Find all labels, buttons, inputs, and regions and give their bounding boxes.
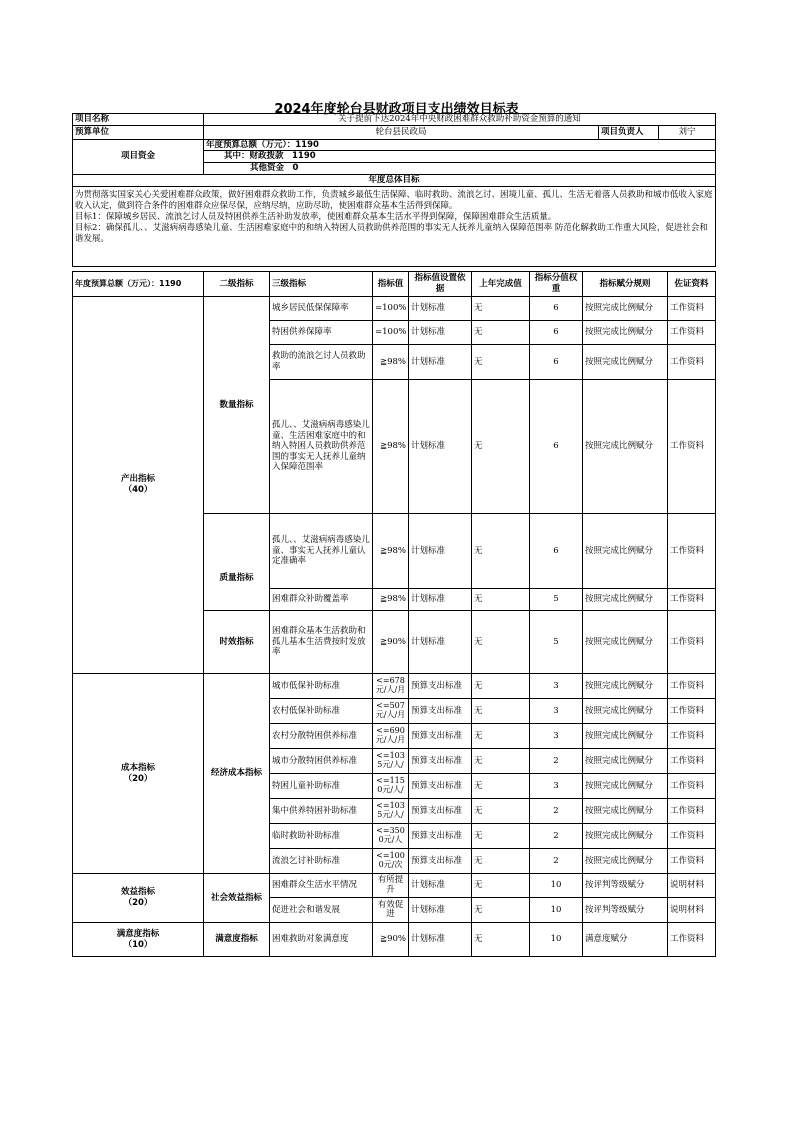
level2-social-benefit: 社会效益指标 — [204, 874, 270, 923]
indicator-basis: 计划标准 — [409, 589, 472, 611]
indicator-prev: 无 — [472, 297, 530, 321]
indicators-table — [72, 271, 716, 957]
indicator-rule: 按照完成比例赋分 — [583, 674, 668, 699]
indicator-name: 城市低保补助标准 — [270, 674, 373, 699]
indicator-prev: 无 — [472, 589, 530, 611]
indicator-basis: 预算支出标准 — [409, 674, 472, 699]
indicator-weight: 6 — [530, 345, 583, 380]
indicator-basis: 预算支出标准 — [409, 849, 472, 874]
indicator-name: 城市分散特困供养标准 — [270, 749, 373, 774]
indicator-weight: 3 — [530, 724, 583, 749]
indicator-prev: 无 — [472, 898, 530, 923]
indicator-prev: 无 — [472, 923, 530, 957]
indicator-prev: 无 — [472, 749, 530, 774]
fiscal-allocation: 其中：财政拨款 1190 — [204, 151, 716, 163]
indicator-evidence: 工作资料 — [668, 699, 716, 724]
level2-quality: 质量指标 — [204, 514, 270, 611]
leader-label: 项目负责人 — [599, 126, 659, 139]
indicator-value: ≧90% — [373, 923, 409, 957]
indicator-weight: 6 — [530, 321, 583, 345]
indicator-evidence: 工作资料 — [668, 923, 716, 957]
level1-output-score: （40） — [123, 485, 153, 495]
goal-1: 目标1：保障城乡居民、流浪乞讨人员及特困供养生活补助发放率，使困难群众基本生活水平得到保障，保障困难群众生活质量。 — [75, 211, 557, 222]
indicator-name: 孤儿、、艾滋病病毒感染儿童、事实无人抚养儿童认定准确率 — [270, 514, 373, 589]
indicator-basis: 计划标准 — [409, 321, 472, 345]
indicator-evidence: 工作资料 — [668, 297, 716, 321]
indicator-evidence: 工作资料 — [668, 799, 716, 824]
indicator-weight: 2 — [530, 799, 583, 824]
indicator-value: <=507元/人/月 — [373, 699, 409, 724]
level2-quantity: 数量指标 — [204, 297, 270, 514]
indicator-name: 困难群众基本生活救助和孤儿基本生活费按时发放率 — [270, 611, 373, 674]
indicator-evidence: 工作资料 — [668, 380, 716, 514]
table-row — [73, 674, 716, 699]
indicator-rule: 按照完成比例赋分 — [583, 799, 668, 824]
indicator-evidence: 说明材料 — [668, 874, 716, 898]
indicator-prev: 无 — [472, 824, 530, 849]
indicator-prev: 无 — [472, 799, 530, 824]
indicator-weight: 3 — [530, 774, 583, 799]
level1-cost-label: 成本指标 — [120, 762, 155, 773]
indicator-name: 集中供养特困补助标准 — [270, 799, 373, 824]
indicator-prev: 无 — [472, 699, 530, 724]
indicator-name: 困难救助对象满意度 — [270, 923, 373, 957]
indicator-rule: 按照完成比例赋分 — [583, 611, 668, 674]
project-funds-label: 项目资金 — [73, 139, 204, 174]
indicator-value: <=1035元/人/ — [373, 799, 409, 824]
budget-unit: 轮台县民政局 — [204, 125, 599, 139]
indicator-weight: 2 — [530, 824, 583, 849]
indicator-basis: 预算支出标准 — [409, 699, 472, 724]
indicator-evidence: 说明材料 — [668, 898, 716, 923]
total-budget: 年度预算总额（万元）：1190 — [204, 139, 716, 151]
indicator-value: 有效促进 — [373, 898, 409, 923]
indicator-prev: 无 — [472, 345, 530, 380]
indicator-basis: 预算支出标准 — [409, 774, 472, 799]
level2-satisfaction: 满意度指标 — [204, 923, 270, 957]
indicator-value: <=1150元/人/ — [373, 774, 409, 799]
indicator-weight: 10 — [530, 874, 583, 898]
indicator-basis: 预算支出标准 — [409, 799, 472, 824]
indicator-weight: 6 — [530, 297, 583, 321]
header-evidence: 佐证资料 — [668, 272, 716, 297]
level1-satisfaction-label: 满意度指标 — [116, 928, 160, 939]
leader-name: 刘宁 — [678, 126, 696, 137]
indicator-name: 促进社会和谐发展 — [270, 898, 373, 923]
indicator-value: 有所提升 — [373, 874, 409, 898]
indicator-evidence: 工作资料 — [668, 345, 716, 380]
indicator-rule: 按照完成比例赋分 — [583, 345, 668, 380]
indicator-value: <=1035元/人/ — [373, 749, 409, 774]
indicator-value: ≧98% — [373, 345, 409, 380]
indicator-rule: 按照完成比例赋分 — [583, 749, 668, 774]
indicator-value: <=1000元/次 — [373, 849, 409, 874]
indicator-evidence: 工作资料 — [668, 774, 716, 799]
indicator-prev: 无 — [472, 849, 530, 874]
indicator-weight: 10 — [530, 923, 583, 957]
level1-cost-score: （20） — [123, 773, 153, 784]
indicator-name: 特困供养保障率 — [270, 321, 373, 345]
level1-benefit — [73, 874, 204, 923]
indicator-weight: 3 — [530, 699, 583, 724]
indicator-name: 农村低保补助标准 — [270, 699, 373, 724]
indicator-rule: 按评判等级赋分 — [583, 898, 668, 923]
indicator-basis: 预算支出标准 — [409, 824, 472, 849]
indicator-value: <=690元/人/月 — [373, 724, 409, 749]
indicator-prev: 无 — [472, 611, 530, 674]
indicator-name: 城乡居民低保保障率 — [270, 297, 373, 321]
indicator-evidence: 工作资料 — [668, 849, 716, 874]
indicator-name: 救助的流浪乞讨人员救助率 — [270, 345, 373, 380]
indicator-name: 特困儿童补助标准 — [270, 774, 373, 799]
project-info-table — [72, 113, 716, 267]
indicator-weight: 6 — [530, 514, 583, 589]
goal-2: 目标2：确保孤儿、、艾滋病病毒感染儿童、生活困难家庭中的和纳入特困人员救助供养范围的事实无人抚养儿童纳入保障范围率 防范化解救助工作重大风险，促进社会和谐发展。 — [75, 223, 708, 245]
indicator-rule: 按评判等级赋分 — [583, 874, 668, 898]
indicator-name: 临时救助补助标准 — [270, 824, 373, 849]
indicator-basis: 计划标准 — [409, 923, 472, 957]
header-value: 指标值 — [373, 272, 409, 297]
indicator-value: ≧98% — [373, 380, 409, 514]
level1-output-label: 产出指标 — [120, 474, 155, 485]
goals-header: 年度总体目标 — [73, 174, 716, 186]
indicator-rule: 按照完成比例赋分 — [583, 699, 668, 724]
indicator-basis: 计划标准 — [409, 611, 472, 674]
indicator-weight: 5 — [530, 589, 583, 611]
level1-satisfaction — [73, 923, 204, 957]
indicator-rule: 按照完成比例赋分 — [583, 824, 668, 849]
indicator-rule: 按照完成比例赋分 — [583, 380, 668, 514]
indicator-value: ≧98% — [373, 589, 409, 611]
indicator-weight: 5 — [530, 611, 583, 674]
indicator-rule: 按照完成比例赋分 — [583, 321, 668, 345]
indicator-weight: 3 — [530, 674, 583, 699]
indicator-evidence: 工作资料 — [668, 674, 716, 699]
indicator-name: 困难群众生活水平情况 — [270, 874, 373, 898]
indicator-value: <=3500元/人 — [373, 824, 409, 849]
header-prev: 上年完成值 — [472, 272, 530, 297]
indicator-rule: 按照完成比例赋分 — [583, 724, 668, 749]
indicator-name: 农村分散特困供养标准 — [270, 724, 373, 749]
indicator-name: 流浪乞讨补助标准 — [270, 849, 373, 874]
indicator-evidence: 工作资料 — [668, 611, 716, 674]
project-name-label: 项目名称 — [73, 114, 204, 126]
indicator-rule: 按照完成比例赋分 — [583, 774, 668, 799]
level1-benefit-label: 效益指标 — [120, 887, 155, 898]
header-level2: 二级指标 — [204, 272, 270, 297]
project-name: 关于提前下达2024年中央财政困难群众救助补助资金预算的通知 — [204, 114, 716, 126]
indicator-evidence: 工作资料 — [668, 514, 716, 589]
header-rule: 指标赋分规则 — [583, 272, 668, 297]
level1-output — [73, 297, 204, 674]
header-level3: 三级指标 — [270, 272, 373, 297]
header-basis: 指标值设置依据 — [409, 272, 472, 297]
leader-cell — [599, 125, 716, 139]
level1-benefit-score: （20） — [123, 898, 153, 908]
indicator-basis: 计划标准 — [409, 380, 472, 514]
header-weight: 指标分值权重 — [530, 272, 583, 297]
level1-satisfaction-score: （10） — [123, 939, 153, 950]
indicator-basis: 计划标准 — [409, 345, 472, 380]
indicator-basis: 预算支出标准 — [409, 749, 472, 774]
indicator-evidence: 工作资料 — [668, 321, 716, 345]
indicator-weight: 2 — [530, 849, 583, 874]
indicator-basis: 计划标准 — [409, 898, 472, 923]
goal-intro: 为贯彻落实国家关心关爱困难群众政策，做好困难群众救助工作，负责城乡最低生活保障、临时救助、流浪乞讨、困境儿童、孤儿、生活无着落人员救助和城市低收入家庭收入认定，做到符合条件的困难群众应保尽保，应纳尽纳，应助尽助，使困难群众基本生活得到保障。 — [75, 189, 713, 211]
indicator-evidence: 工作资料 — [668, 749, 716, 774]
indicator-rule: 按照完成比例赋分 — [583, 514, 668, 589]
level1-cost — [73, 674, 204, 874]
level2-timeliness: 时效指标 — [204, 611, 270, 674]
indicator-evidence: 工作资料 — [668, 589, 716, 611]
indicator-prev: 无 — [472, 674, 530, 699]
indicator-prev: 无 — [472, 774, 530, 799]
table-row — [73, 874, 716, 898]
indicator-weight: 2 — [530, 749, 583, 774]
indicator-value: =100% — [373, 297, 409, 321]
indicator-rule: 按照完成比例赋分 — [583, 297, 668, 321]
indicator-prev: 无 — [472, 321, 530, 345]
indicator-basis: 预算支出标准 — [409, 724, 472, 749]
indicator-name: 孤儿、、艾滋病病毒感染儿童、生活困难家庭中的和纳入特困人员救助供养范围的事实无人抚养儿童纳入保障范围率 — [270, 380, 373, 514]
indicator-evidence: 工作资料 — [668, 724, 716, 749]
budget-unit-label: 预算单位 — [73, 125, 204, 139]
indicator-basis: 计划标准 — [409, 514, 472, 589]
indicator-name: 困难群众补助覆盖率 — [270, 589, 373, 611]
header-total-budget: 年度预算总额（万元）：1190 — [73, 272, 204, 297]
indicator-basis: 计划标准 — [409, 297, 472, 321]
indicator-prev: 无 — [472, 874, 530, 898]
indicator-prev: 无 — [472, 380, 530, 514]
indicator-weight: 10 — [530, 898, 583, 923]
indicator-value: ≧90% — [373, 611, 409, 674]
goals-text — [73, 186, 716, 266]
indicator-rule: 按照完成比例赋分 — [583, 849, 668, 874]
other-funds: 其他资金 0 — [204, 162, 716, 174]
indicator-weight: 6 — [530, 380, 583, 514]
indicator-prev: 无 — [472, 724, 530, 749]
level2-economic-cost: 经济成本指标 — [204, 674, 270, 874]
indicator-value: ≧98% — [373, 514, 409, 589]
indicator-value: <=678元/人/月 — [373, 674, 409, 699]
indicator-rule: 满意度赋分 — [583, 923, 668, 957]
indicator-evidence: 工作资料 — [668, 824, 716, 849]
indicator-rule: 按照完成比例赋分 — [583, 589, 668, 611]
indicator-prev: 无 — [472, 514, 530, 589]
indicator-basis: 计划标准 — [409, 874, 472, 898]
table-row — [73, 923, 716, 957]
indicator-value: =100% — [373, 321, 409, 345]
page-title: 2024年度轮台县财政项目支出绩效目标表 — [274, 102, 519, 117]
table-row — [73, 297, 716, 321]
